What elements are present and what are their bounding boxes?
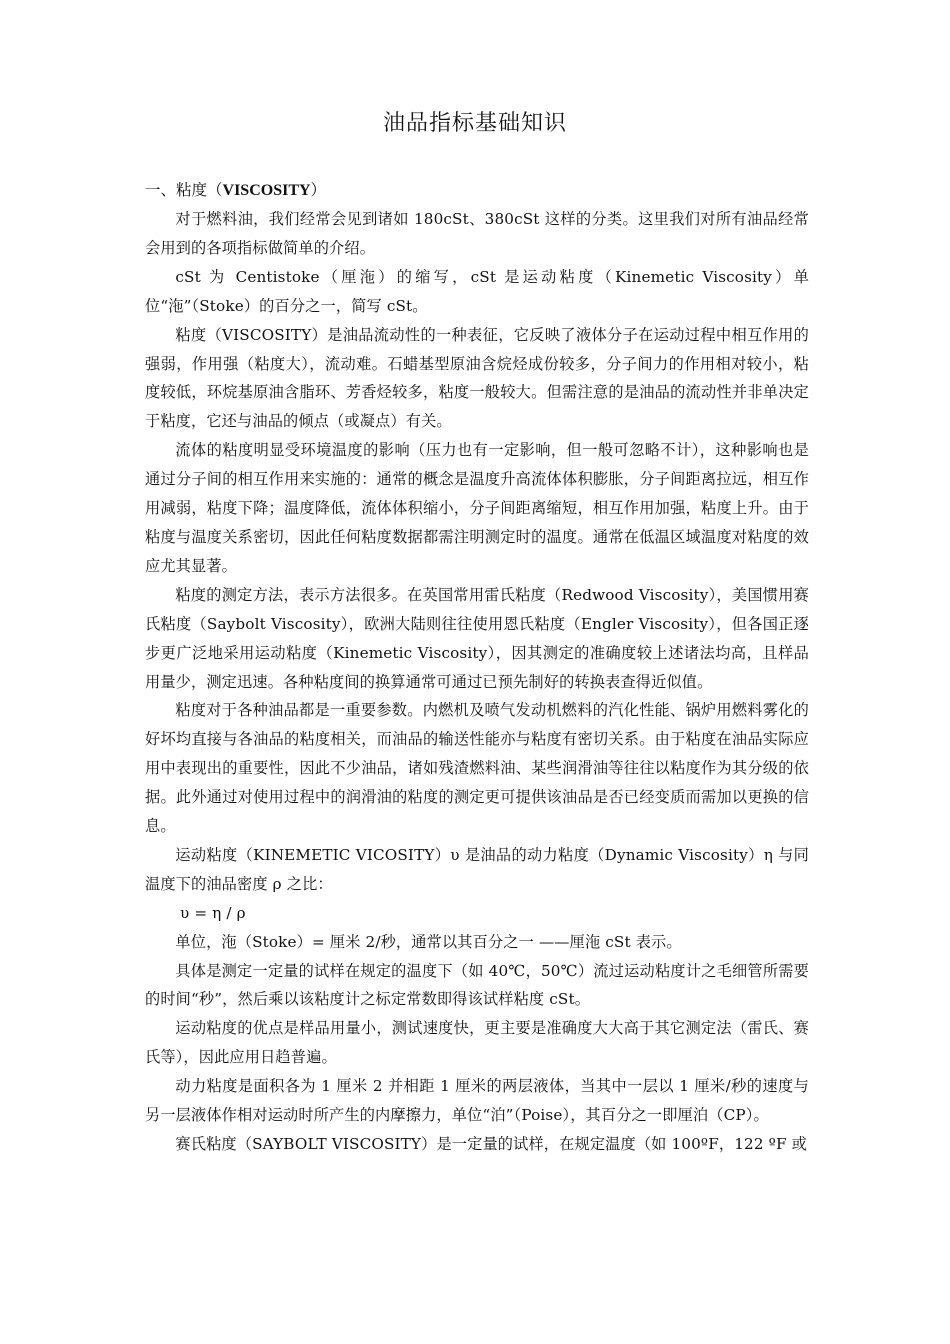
section-heading-suffix: ） <box>310 181 327 199</box>
paragraph: 运动粘度（KINEMETIC VICOSITY）υ 是油品的动力粘度（Dynamic Viscosity）η 与同温度下的油品密度 ρ 之比： <box>145 845 809 893</box>
section-heading-prefix: 一、粘度（ <box>145 181 223 199</box>
document-body <box>145 205 809 1159</box>
paragraph: 动力粘度是面积各为 1 厘米 2 并相距 1 厘米的两层液体，当其中一层以 1 厘米/秒的速度与另一层液体作相对运动时所产生的内摩擦力，单位“泊”（Poise），其百分之一即厘泊（CP）。 <box>145 1077 809 1125</box>
paragraph: 对于燃料油，我们经常会见到诸如 180cSt、380cSt 这样的分类。这里我们对所有油品经常会用到的各项指标做简单的介绍。 <box>145 210 809 257</box>
paragraph: 粘度对于各种油品都是一重要参数。内燃机及喷气发动机燃料的汽化性能、锅炉用燃料雾化的好坏均直接与各油品的粘度相关，而油品的输送性能亦与粘度有密切关系。由于粘度在油品实际应用中表现出的重要性，因此不少油品，诸如残渣燃料油、某些润滑油等往往以粘度作为其分级的依据。此外通过对使用过程中的润滑油的粘度的测定更可提供该油品是否已经变质而需加以更换的信息。 <box>145 701 809 836</box>
paragraph: 粘度的测定方法，表示方法很多。在英国常用雷氏粘度（Redwood Viscosity），美国惯用赛氏粘度（Saybolt Viscosity），欧洲大陆则往往使用恩氏粘度（Engler Viscosity），但各国正逐步更广泛地采用运动粘度（Kinemetic Viscosity），因其测定的准确度较上述诸法均高，且样品用量少，测定迅速。各种粘度间的换算通常可通过已预先制好的转换表查得近似值。 <box>145 585 809 691</box>
paragraph: 运动粘度的优点是样品用量小，测试速度快，更主要是准确度大大高于其它测定法（雷氏、赛氏等），因此应用日趋普遍。 <box>145 1019 809 1067</box>
paragraph: 单位，沲（Stoke）= 厘米 2/秒，通常以其百分之一 ——厘沲 cSt 表示。 <box>175 932 682 951</box>
paragraph: 具体是测定一定量的试样在规定的温度下（如 40℃，50℃）流过运动粘度计之毛细管所需要的时间“秒”，然后乘以该粘度计之标定常数即得该试样粘度 cSt。 <box>145 961 809 1009</box>
paragraph: 赛氏粘度（SAYBOLT VISCOSITY）是一定量的试样，在规定温度（如 100ºF，122 ºF 或 <box>175 1135 807 1153</box>
document-title: 油品指标基础知识 <box>382 111 567 136</box>
formula: υ = η / ρ <box>179 903 246 922</box>
paragraph: cSt 为 Centistoke（厘沲）的缩写，cSt 是运动粘度（Kinemetic Viscosity）单位“沲”（Stoke）的百分之一，简写 cSt。 <box>145 267 809 315</box>
paragraph: 流体的粘度明显受环境温度的影响（压力也有一定影响，但一般可忽略不计），这种影响也是通过分子间的相互作用来实施的：通常的概念是温度升高流体体积膨胀，分子间距离拉远，相互作用减弱，粘度下降；温度降低，流体体积缩小，分子间距离缩短，相互作用加强，粘度上升。由于粘度与温度关系密切，因此任何粘度数据都需注明测定时的温度。通常在低温区域温度对粘度的效应尤其显著。 <box>145 441 809 575</box>
paragraph: 粘度（VISCOSITY）是油品流动性的一种表征，它反映了液体分子在运动过程中相互作用的强弱，作用强（粘度大），流动难。石蜡基型原油含烷烃成份较多，分子间力的作用相对较小，粘度较低，环烷基原油含脂环、芳香烃较多，粘度一般较大。但需注意的是油品的流动性并非单决定于粘度，它还与油品的倾点（或凝点）有关。 <box>145 325 809 431</box>
section-heading-bold: VISCOSITY <box>222 182 311 199</box>
section-heading <box>145 176 326 205</box>
